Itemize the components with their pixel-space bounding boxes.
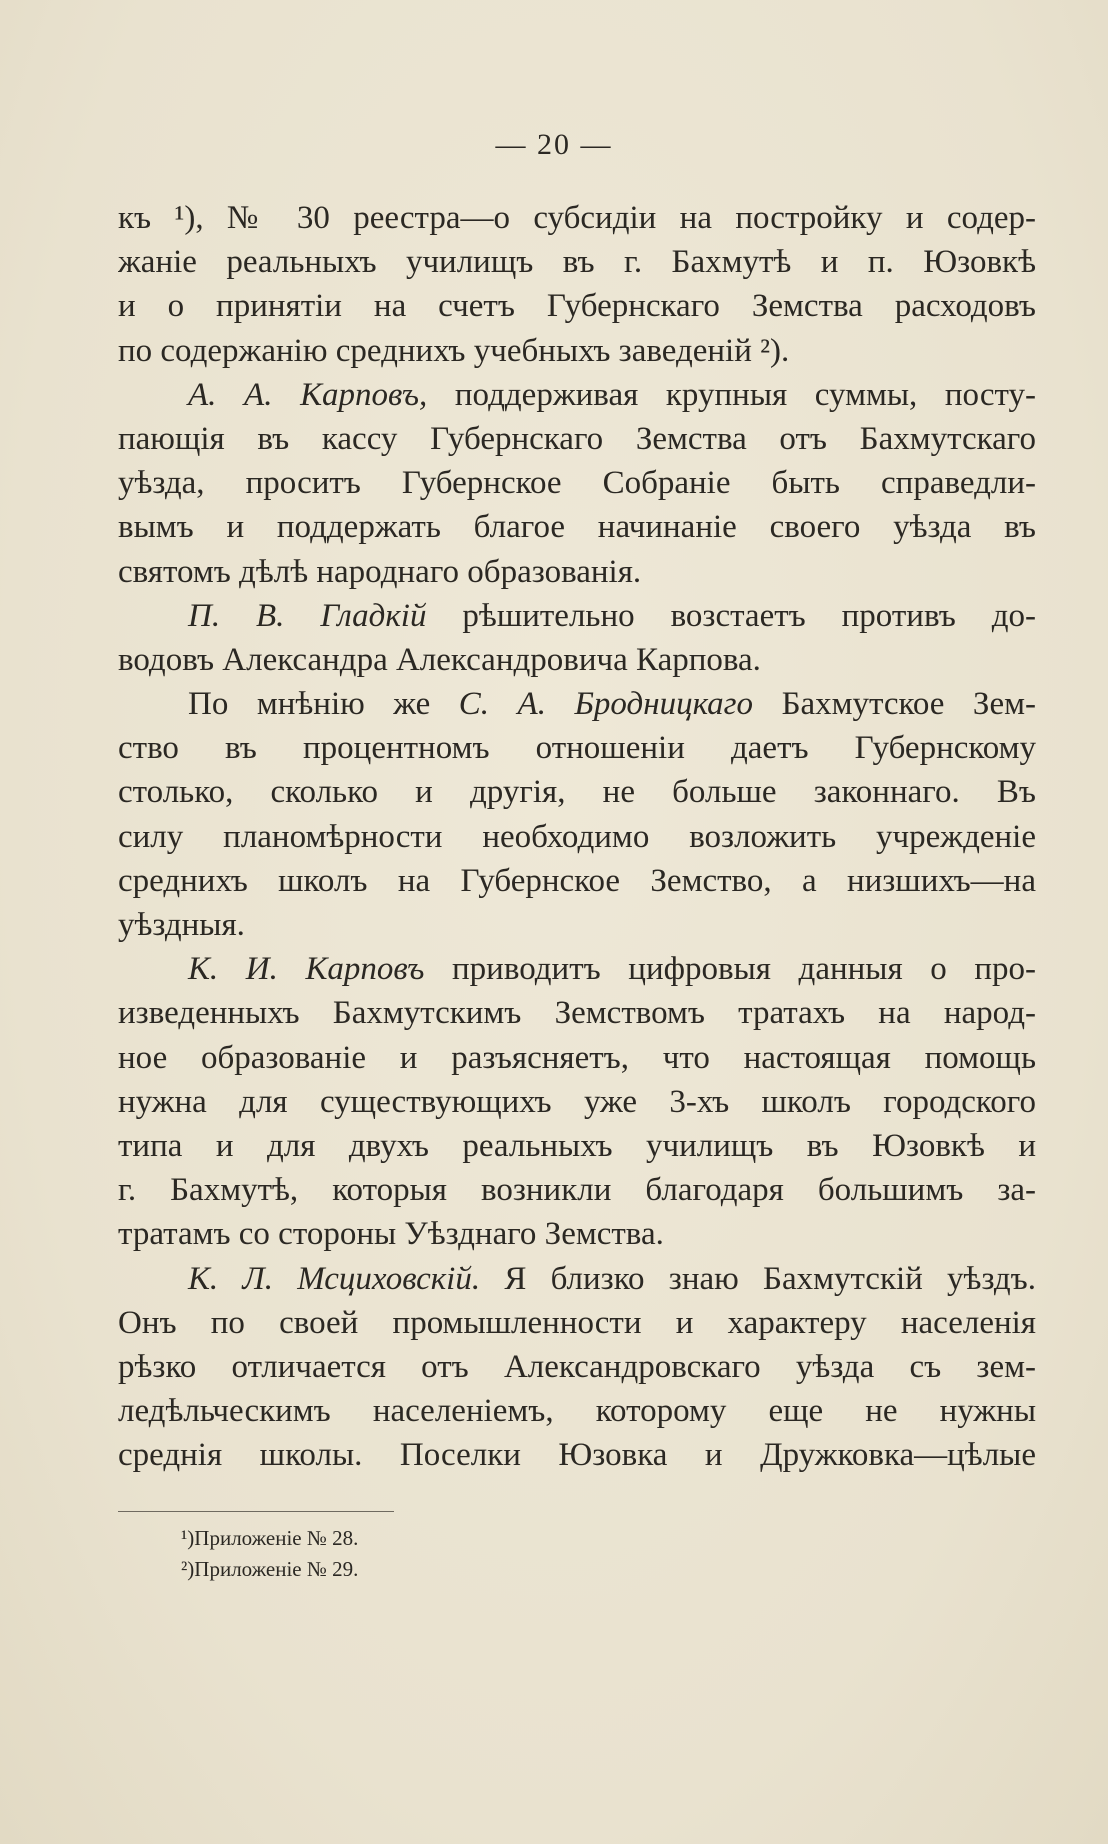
- text-line: вымъ и поддержать благое начинаніе своего уѣзда въ: [118, 509, 1036, 546]
- speaker-name: К. Л. Мсциховскій.: [188, 1260, 481, 1297]
- text-line: ледѣльческимъ населеніемъ, которому еще не нужны: [118, 1393, 1036, 1430]
- text-line: ство въ процентномъ отношеніи даетъ Губернскому: [118, 730, 1036, 767]
- text-line: столько, сколько и другія, не больше законнаго. Въ: [118, 774, 1036, 811]
- text-line: силу планомѣрности необходимо возложить учрежденіе: [118, 818, 1036, 855]
- paragraph-first-line: [118, 594, 1036, 638]
- text-span: поддерживая крупныя суммы, посту-: [427, 376, 1036, 413]
- text-line: уѣзда, проситъ Губернское Собраніе быть справедли-: [118, 465, 1036, 502]
- text-line: и о принятіи на счетъ Губернскаго Земства расходовъ: [118, 288, 1036, 325]
- paragraph-first-line: [118, 682, 1036, 726]
- footnote-divider: [118, 1511, 394, 1512]
- speaker-name: А. А. Карповъ,: [188, 376, 428, 413]
- footnote-1: [181, 1523, 781, 1554]
- page-number: — 20 —: [495, 128, 613, 161]
- text-span: Я близко знаю Бахмутскій уѣздъ.: [480, 1260, 1036, 1297]
- paragraph-first-line: [118, 373, 1036, 417]
- speaker-name: К. И. Карповъ: [188, 951, 425, 988]
- text-line: жаніе реальныхъ училищъ въ г. Бахмутѣ и п. Юзовкѣ: [118, 244, 1036, 281]
- footnote-mark: ²): [181, 1557, 195, 1581]
- paragraph-first-line: [118, 1257, 1036, 1301]
- text-line: г. Бахмутѣ, которыя возникли благодаря большимъ за-: [118, 1172, 1036, 1209]
- text-line: рѣзко отличается отъ Александровскаго уѣзда съ зем-: [118, 1348, 1036, 1385]
- footnote-2: [181, 1554, 781, 1585]
- text-line: среднія школы. Поселки Юзовка и Дружковка—цѣлые: [118, 1437, 1036, 1474]
- footnote-text: Приложеніе № 29.: [194, 1557, 359, 1581]
- body-text: [118, 196, 1036, 1477]
- speaker-name: П. В. Гладкій: [188, 597, 427, 634]
- footnote-text: Приложеніе № 28.: [194, 1526, 359, 1550]
- text-line: по содержанію среднихъ учебныхъ заведеній ²).: [118, 332, 790, 369]
- text-line: водовъ Александра Александровича Карпова.: [118, 641, 761, 678]
- text-line: къ ¹), № 30 реестра—о субсидіи на постройку и содер-: [118, 200, 1036, 236]
- text-line: Онъ по своей промышленности и характеру населенія: [118, 1304, 1036, 1341]
- text-line: изведенныхъ Бахмутскимъ Земствомъ тратахъ на народ-: [118, 995, 1036, 1032]
- text-line: нужна для существующихъ уже 3-хъ школъ городского: [118, 1083, 1036, 1120]
- text-line: типа и для двухъ реальныхъ училищъ въ Юзовкѣ и: [118, 1127, 1036, 1164]
- text-line: уѣздныя.: [118, 907, 245, 943]
- paragraph-first-line: [118, 947, 1036, 991]
- text-line: святомъ дѣлѣ народнаго образованія.: [118, 553, 642, 590]
- footnotes: [181, 1523, 781, 1585]
- speaker-name: С. А. Бродницкаго: [458, 686, 754, 723]
- text-line: тратамъ со стороны Уѣзднаго Земства.: [118, 1216, 664, 1253]
- text-line: ное образованіе и разъясняетъ, что настоящая помощь: [118, 1039, 1036, 1076]
- text-line: среднихъ школъ на Губернское Земство, а низшихъ—на: [118, 862, 1036, 899]
- text-span: По мнѣнію же: [188, 686, 459, 723]
- text-span: Бахмутское Зем-: [753, 686, 1036, 723]
- text-span: рѣшительно возстаетъ противъ до-: [426, 597, 1036, 634]
- text-line: пающія въ кассу Губернскаго Земства отъ Бахмутскаго: [118, 420, 1036, 457]
- text-span: приводитъ цифровыя данныя о про-: [424, 951, 1036, 988]
- footnote-mark: ¹): [181, 1526, 195, 1550]
